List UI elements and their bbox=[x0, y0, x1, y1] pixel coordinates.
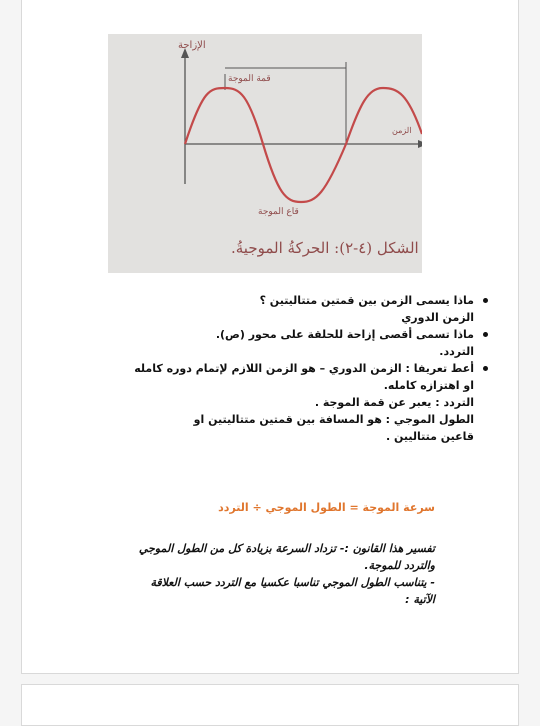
sine-wave bbox=[185, 88, 422, 202]
wave-speed-formula: سرعة الموجة = الطول الموجي ÷ التردد bbox=[218, 501, 435, 514]
next-page bbox=[21, 684, 519, 726]
wave-figure-photo bbox=[108, 34, 422, 273]
question-3: أعط تعريفا : الزمن الدوري – هو الزمن اللازم لإتمام دوره كامله bbox=[48, 360, 488, 377]
axis-x-label: الزمن bbox=[392, 126, 412, 135]
explanation-line-2: والتردد للموجة. bbox=[364, 559, 435, 572]
wave-diagram bbox=[108, 34, 422, 273]
explanation-line-1: تفسير هذا القانون :- تزداد السرعة بزيادة كل من الطول الموجي bbox=[138, 542, 435, 555]
wavelength-definition-2: قاعين متتاليين . bbox=[385, 430, 474, 443]
question-2: ماذا تسمى أقصى إزاحة للحلقة على محور (ص). bbox=[48, 326, 488, 343]
answer-2: التردد. bbox=[439, 345, 474, 358]
explanation-line-4: الآتية : bbox=[405, 593, 435, 606]
trough-label: قاع الموجة bbox=[258, 207, 299, 217]
question-3-cont: او اهتزازه كامله. bbox=[383, 379, 474, 392]
frequency-definition: التردد : يعبر عن قمة الموجة . bbox=[314, 396, 474, 409]
question-1: ماذا يسمى الزمن بين قمتين متتاليتين ؟ bbox=[48, 292, 488, 309]
crest-label: قمة الموجة bbox=[228, 74, 271, 84]
x-axis-arrow bbox=[418, 140, 422, 148]
questions-block bbox=[48, 292, 488, 445]
explanation-block bbox=[55, 540, 435, 608]
axis-y-label: الإزاحة bbox=[178, 40, 206, 51]
explanation-line-3: - يتناسب الطول الموجي تناسبا عكسيا مع التردد حسب العلاقة bbox=[150, 576, 435, 589]
wavelength-definition-1: الطول الموجي : هو المسافة بين قمتين متتاليتين او bbox=[193, 413, 474, 426]
answer-1: الزمن الدوري bbox=[401, 311, 474, 324]
figure-caption: الشكل (٤-٢): الحركةُ الموجيةُ. bbox=[231, 239, 419, 257]
